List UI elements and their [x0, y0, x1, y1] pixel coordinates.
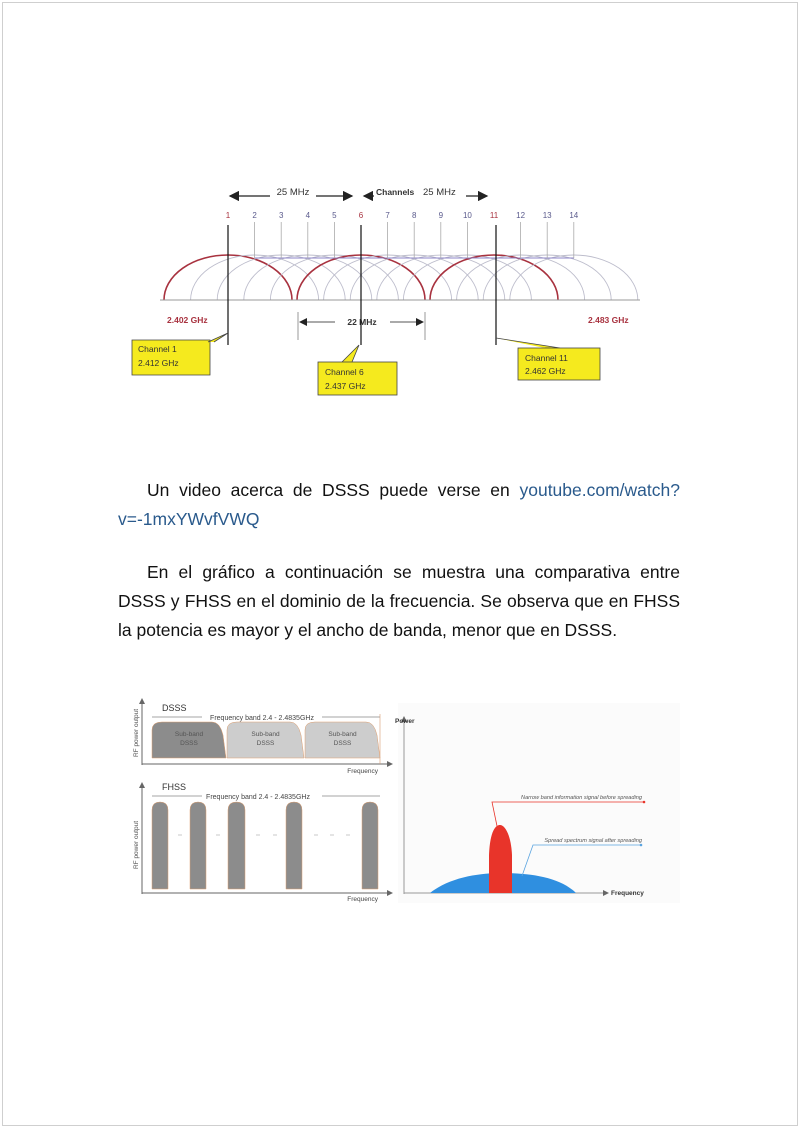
- svg-text:2.412 GHz: 2.412 GHz: [138, 358, 179, 368]
- fhss-hop: [228, 802, 245, 889]
- dsss-fhss-figure: [130, 695, 680, 910]
- channel-number: 6: [358, 211, 364, 220]
- channel-number: 5: [332, 211, 337, 220]
- narrow-signal: [489, 825, 512, 893]
- svg-text:Channel 11: Channel 11: [525, 353, 568, 363]
- channel-number: 10: [462, 211, 472, 220]
- fhss-hop: [362, 802, 378, 889]
- dsss-title: DSSS: [162, 703, 187, 713]
- channel-number: 8: [411, 211, 417, 220]
- fhss-hop: [152, 802, 168, 889]
- channel-ticks: [226, 211, 579, 258]
- arrow-right-label: 25 MHz: [423, 187, 456, 198]
- fhss-xlabel: Frequency: [347, 896, 378, 903]
- callout-channel-6: [318, 345, 397, 395]
- channel-number: 4: [305, 211, 311, 220]
- subband-label: Sub-band: [328, 731, 357, 738]
- channel-number: 12: [516, 211, 526, 220]
- channel-number: 3: [278, 211, 284, 220]
- channels-title: Channels: [376, 187, 415, 197]
- channel-number: 13: [542, 211, 552, 220]
- fhss-title: FHSS: [162, 782, 187, 792]
- subband-label: Sub-band: [251, 731, 280, 738]
- channel-number: 7: [385, 211, 390, 220]
- fhss-hop: [286, 802, 302, 889]
- channel-arc: [457, 255, 585, 300]
- dsss-ylabel: RF power output: [133, 708, 140, 758]
- subband-label: Sub-band: [174, 731, 204, 738]
- fhss-ylabel: RF power output: [133, 820, 140, 870]
- fhss-hop: [190, 802, 206, 889]
- svg-text:2.437 GHz: 2.437 GHz: [325, 381, 366, 391]
- wifi-channels-figure: [130, 180, 670, 400]
- svg-text:2.462 GHz: 2.462 GHz: [525, 366, 566, 376]
- spectrum-ylabel: Power: [395, 718, 415, 725]
- dsss-band: Frequency band 2.4 - 2.4835GHz: [210, 715, 314, 722]
- callout-channel-11: [496, 338, 600, 380]
- fhss-band: Frequency band 2.4 - 2.4835GHz: [206, 794, 310, 801]
- spectrum-xlabel: Frequency: [611, 890, 644, 897]
- paragraph-video: Un video acerca de DSSS puede verse en youtube.com/watch?v=-1mxYWvfVWQ: [118, 480, 680, 529]
- channel-number: 11: [489, 211, 499, 220]
- subband-label: DSSS: [256, 740, 275, 747]
- dsss-xlabel: Frequency: [347, 768, 378, 775]
- width-label: 22 MHz: [347, 317, 377, 327]
- subband-label: DSSS: [180, 740, 198, 747]
- subband-label: DSSS: [333, 740, 352, 747]
- high-freq-label: 2.483 GHz: [588, 315, 629, 325]
- paragraph-comparison: En el gráfico a continuación se muestra una comparativa entre DSSS y FHSS en el dominio de la frecuencia. Se observa que en FHSS la potencia es mayor y el ancho de banda, menor que en DSSS.: [118, 562, 680, 640]
- svg-text:Channel 6: Channel 6: [325, 367, 364, 377]
- svg-text:Channel 1: Channel 1: [138, 344, 177, 354]
- channel-number: 1: [225, 211, 231, 220]
- channel-number: 2: [252, 211, 257, 220]
- callout-channel-1: [132, 333, 228, 375]
- channel-arcs: [164, 255, 638, 300]
- narrow-label: Narrow band information signal before spreading: [521, 795, 642, 801]
- channel-number: 9: [438, 211, 444, 220]
- spread-label: Spread spectrum signal after spreading: [544, 838, 642, 844]
- youtube-link[interactable]: youtube.com/watch?v=-1mxYWvfVWQ: [118, 480, 680, 529]
- arrow-left-label: 25 MHz: [276, 187, 310, 198]
- low-freq-label: 2.402 GHz: [167, 315, 208, 325]
- channel-number: 14: [569, 211, 579, 220]
